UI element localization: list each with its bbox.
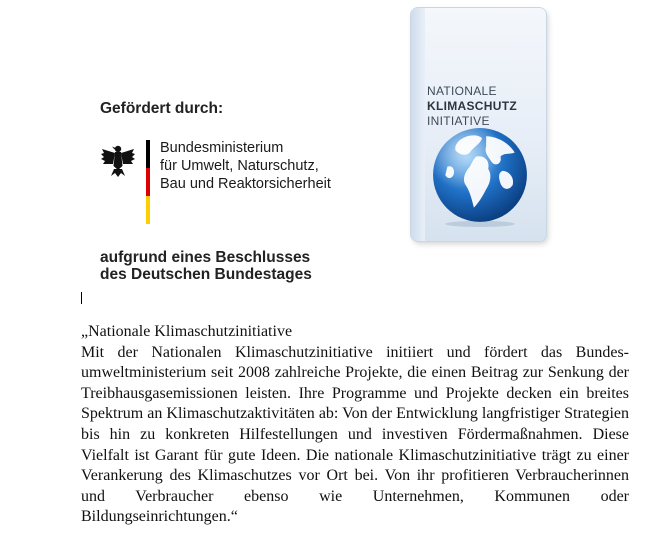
ministry-line-1: Bundesministerium	[160, 140, 284, 156]
nki-line-3: INITIATIVE	[427, 114, 490, 128]
german-flag-bar	[146, 140, 150, 224]
ministry-line-2: für Umwelt, Naturschutz,	[160, 158, 319, 174]
federal-eagle-icon	[98, 140, 138, 180]
ministry-line-3: Bau und Reaktorsicherheit	[160, 176, 331, 192]
ministry-name	[160, 139, 331, 193]
funding-label: Gefördert durch:	[100, 100, 224, 117]
nki-logo-text	[427, 84, 517, 129]
decision-line-2: des Deutschen Bundestages	[100, 266, 312, 283]
flag-black	[146, 140, 150, 168]
quote-body: Mit der Nationalen Klimaschutzinitiative initiiert und fördert das Bundes-umweltministerium seit 2008 zahlreiche Projekte, die einen Beitrag zur Senkung der Treibhausgasemissionen leisten. Ihre Programme und Projekte decken ein breites Spektrum an Klimaschutzaktivitäten ab: Von der Entwicklung langfristiger Strategien bis hin zu konkreten Hilfestellungen und investiven Fördermaßnahmen. Diese Vielfalt ist Garant für gute Ideen. Die nationale Klimaschutzinitiative trägt zu einer Verankerung des Klimaschutzes vor Ort bei. Von ihr profitieren Verbraucherinnen und Verbraucher ebenso wie Unternehmen, Kommunen oder Bildungseinrichtungen.“	[81, 343, 629, 526]
flag-red	[146, 168, 150, 196]
text-cursor	[81, 292, 82, 304]
flag-gold	[146, 196, 150, 224]
nki-line-1: NATIONALE	[427, 84, 497, 98]
nki-line-2: KLIMASCHUTZ	[427, 99, 517, 113]
decision-line-1: aufgrund eines Beschlusses	[100, 249, 311, 266]
bundestag-decision	[100, 249, 312, 283]
quote-title: „Nationale Klimaschutzinitiative	[81, 323, 293, 340]
globe-icon	[429, 126, 531, 228]
quote-block	[81, 322, 629, 528]
nki-logo-card	[411, 8, 546, 241]
card-edge	[411, 8, 425, 241]
